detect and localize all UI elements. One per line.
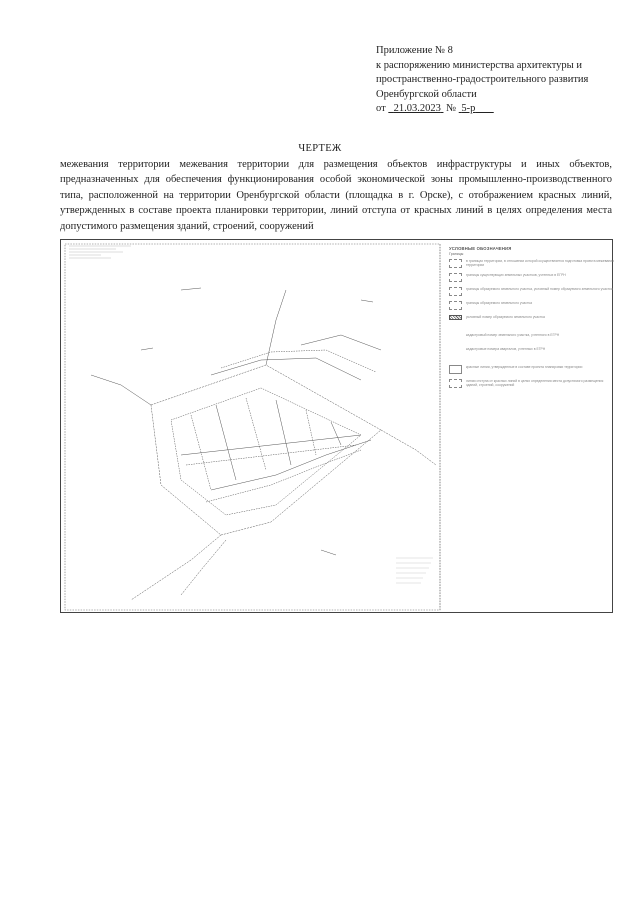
legend-text: красные линии, утвержденные в составе проекта планировки территории	[466, 365, 583, 369]
legend-hatch-symbol	[449, 315, 462, 320]
legend-symbol	[449, 379, 462, 388]
legend-text: в границах территории, в отношении которой осуществляется подготовка проекта межевания территории	[466, 259, 615, 268]
legend-item	[449, 259, 614, 269]
legend-symbol	[449, 365, 462, 374]
legend-text: линии отступа от красных линий в целях определения места допустимого размещения зданий, строений, сооружений	[466, 379, 604, 388]
legend-item	[449, 301, 614, 311]
legend-item	[449, 287, 614, 297]
appendix-line-3: пространственно-градостроительного развития	[376, 74, 589, 86]
appendix-line-4: Оренбургской области	[376, 88, 477, 100]
legend-item	[449, 315, 614, 325]
drawing-legend	[449, 246, 614, 393]
appendix-date-line	[376, 102, 588, 117]
legend-symbol	[449, 301, 462, 310]
legend-text: кадастровый номер земельного участка, учтенного в ЕГРН	[466, 333, 560, 337]
document-number: 5-р	[461, 103, 476, 115]
date-prefix: от	[376, 103, 386, 115]
legend-symbol	[449, 273, 462, 282]
legend-text: границы образуемого земельного участка	[466, 301, 532, 305]
drawing-frame	[60, 239, 613, 613]
appendix-line-1: Приложение № 8	[376, 45, 453, 56]
number-prefix: №	[446, 103, 457, 115]
legend-symbol	[449, 259, 462, 268]
legend-item	[449, 379, 614, 389]
legend-item	[449, 333, 614, 343]
document-description: межевания территории межевания территории для размещения объектов инфраструктуры и иных объектов, предназначенных для обеспечения функционирования особой экономической зоны промышленно-производственного типа, расположенной на территории Оренбургской области (площадка в г. Орске), с отображением красных линий, утвержденных в составе проекта планировки территории, линий отступа от красных линий в целях определения места допустимого размещения зданий, строений, сооружений	[60, 159, 612, 232]
appendix-line-2: к распоряжению министерства архитектуры и	[376, 59, 582, 71]
legend-symbol	[449, 333, 462, 342]
legend-title: УСЛОВНЫЕ ОБОЗНАЧЕНИЯ	[449, 246, 512, 251]
legend-text: границы существующих земельных участков, учтенных в ЕГРН	[466, 273, 566, 277]
legend-symbol	[449, 347, 462, 356]
legend-item	[449, 365, 614, 375]
appendix-header	[376, 44, 588, 117]
legend-item	[449, 347, 614, 357]
legend-symbol	[449, 287, 462, 296]
legend-text: условный номер образуемого земельного участка	[466, 315, 545, 319]
legend-text: кадастровые номера кварталов, учтенных в ЕГРН	[466, 347, 546, 351]
legend-text: границы образуемого земельного участка, условный номер образуемого земельного участка	[466, 287, 613, 291]
legend-item	[449, 273, 614, 283]
document-date: 21.03.2023	[393, 103, 441, 115]
document-heading: ЧЕРТЕЖ	[298, 143, 342, 154]
legend-subtitle: Границы	[449, 252, 464, 256]
